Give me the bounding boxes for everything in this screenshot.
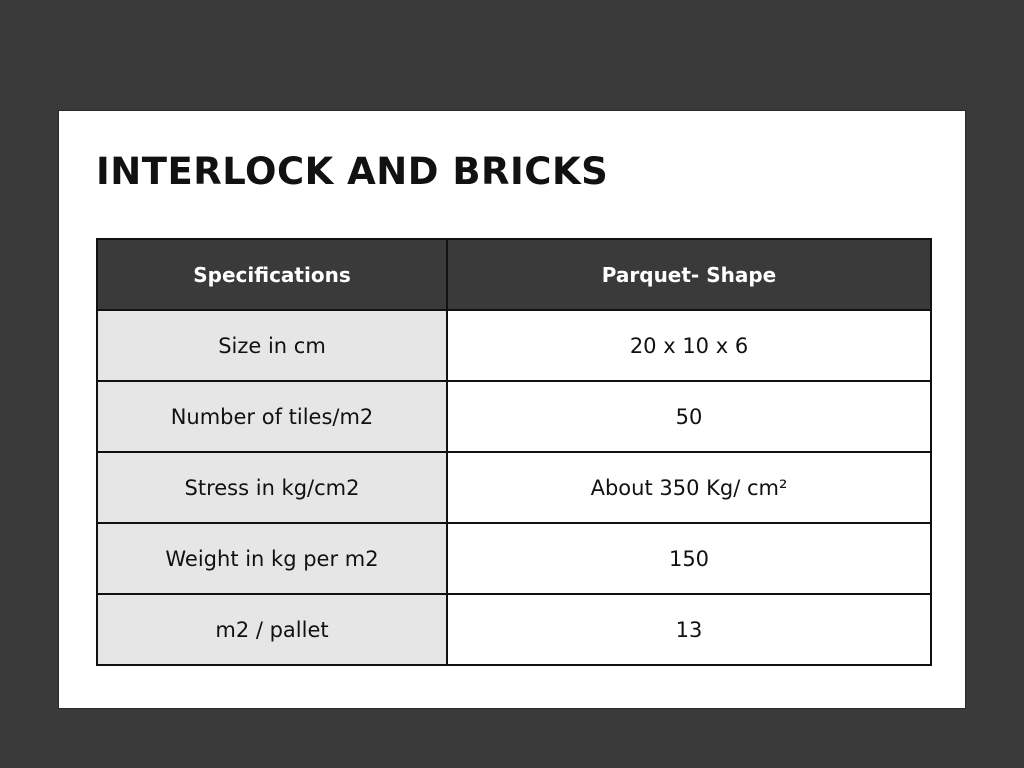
row-label: Number of tiles/m2 — [97, 381, 447, 452]
table-row — [97, 594, 931, 665]
table-row — [97, 381, 931, 452]
row-value: 50 — [447, 381, 931, 452]
table-row — [97, 452, 931, 523]
row-value: 150 — [447, 523, 931, 594]
spec-table — [96, 238, 932, 666]
page-title: INTERLOCK AND BRICKS — [96, 150, 609, 193]
header-specifications: Specifications — [97, 239, 447, 310]
row-label: Weight in kg per m2 — [97, 523, 447, 594]
spec-card — [58, 110, 966, 709]
table-row — [97, 310, 931, 381]
row-label: Size in cm — [97, 310, 447, 381]
row-value: About 350 Kg/ cm² — [447, 452, 931, 523]
row-value: 13 — [447, 594, 931, 665]
row-value: 20 x 10 x 6 — [447, 310, 931, 381]
table-row — [97, 523, 931, 594]
row-label: Stress in kg/cm2 — [97, 452, 447, 523]
header-parquet-shape: Parquet- Shape — [447, 239, 931, 310]
row-label: m2 / pallet — [97, 594, 447, 665]
table-header-row — [97, 239, 931, 310]
